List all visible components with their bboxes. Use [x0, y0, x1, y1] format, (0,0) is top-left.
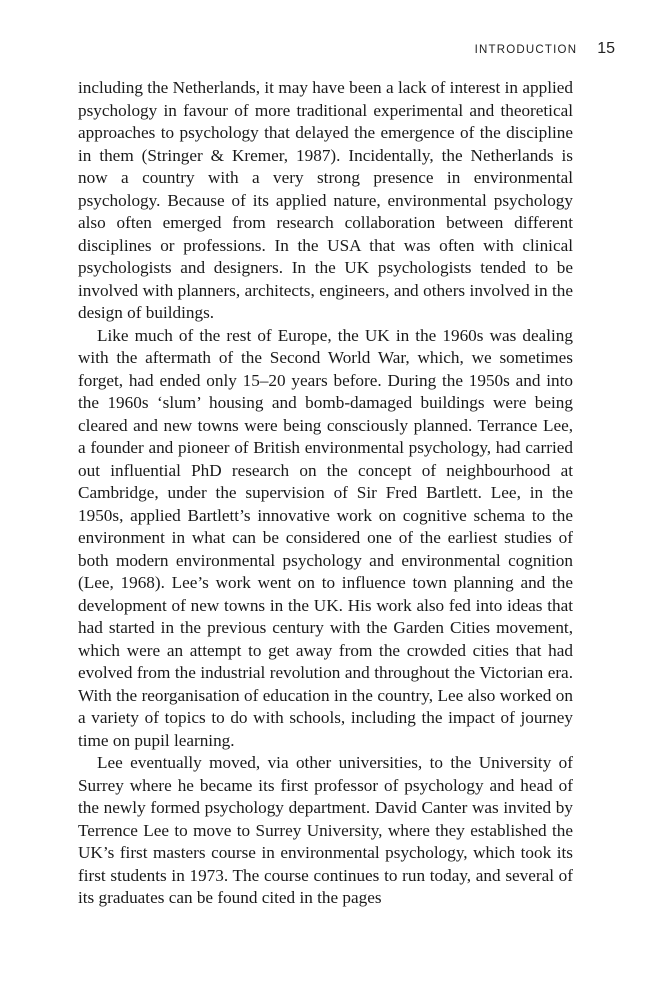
paragraph: Like much of the rest of Europe, the UK in the 1960s was dealing with the aftermath of the Second World War, which, we sometimes forget, had ended only 15–20 years before. During the 1950s and into the 1960s ‘slum’ housing and bomb-damaged buildings were being cleared and new towns were being consciously planned. Terrance Lee, a founder and pioneer of British environmental psychology, had carried out influential PhD research on the concept of neighbourhood at Cambridge, under the supervision of Sir Fred Bartlett. Lee, in the 1950s, applied Bartlett’s innovative work on cognitive schema to the environment in what can be considered one of the earliest studies of both modern environmental psychology and environmental cognition (Lee, 1968). Lee’s work went on to influence town planning and the development of new towns in the UK. His work also fed into ideas that had started in the previous century with the Garden Cities movement, which were an attempt to get away from the crowded cities that had evolved from the industrial revolution and throughout the Victorian era. With the reorganisation of education in the country, Lee also worked on a variety of topics to do with schools, including the impact of journey time on pupil learning. — [78, 325, 573, 750]
page-number: 15 — [597, 40, 615, 57]
paragraph: Lee eventually moved, via other universities, to the University of Surrey where he became its first professor of psychology and head of the newly formed psychology department. David Canter was invited by Terrence Lee to move to Surrey University, where they established the UK’s first masters course in environmental psychology, which took its first students in 1973. The course continues to run today, and several of its graduates can be found cited in the pages — [78, 753, 573, 907]
paragraph: including the Netherlands, it may have been a lack of interest in applied psychology in favour of more traditional experimental and theoretical approaches to psychology that delayed the emergence of the discipline in them (Stringer & Kremer, 1987). Incidentally, the Netherlands is now a country with a very strong presence in environmental psychology. Because of its applied nature, environmental psychology also often emerged from research collaboration between different disciplines or professions. In the USA that was often with clinical psychologists and designers. In the UK psychologists tended to be involved with planners, architects, engineers, and others involved in the design of buildings. — [78, 78, 573, 322]
running-head — [475, 40, 615, 58]
body-text — [78, 77, 573, 910]
running-title: INTRODUCTION — [474, 44, 578, 56]
